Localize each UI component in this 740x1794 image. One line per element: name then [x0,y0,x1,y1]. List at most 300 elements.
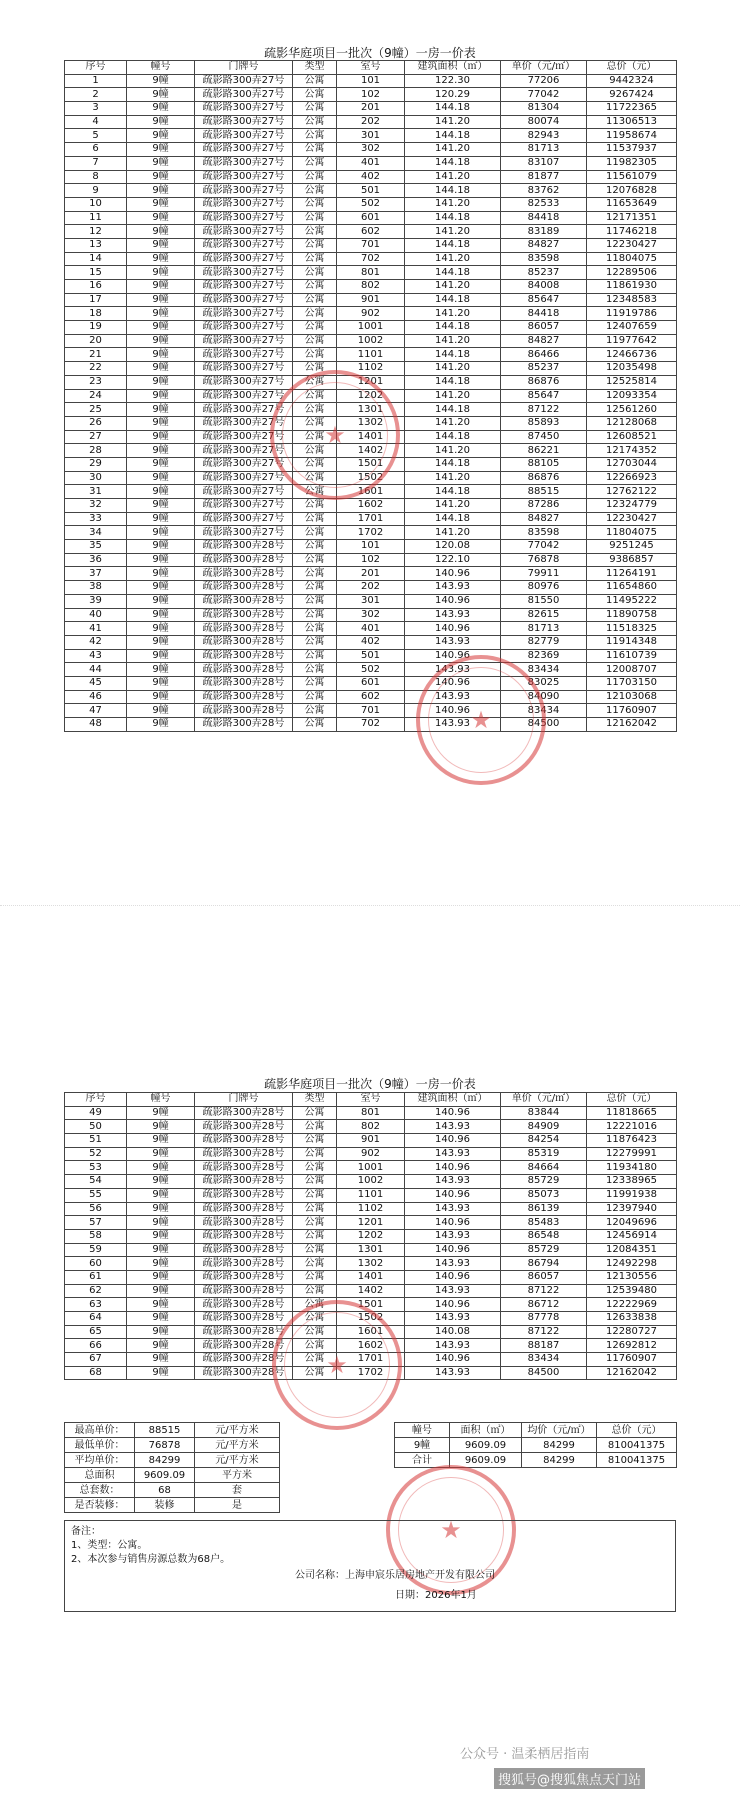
cell-type: 公寓 [293,1147,337,1161]
cell-total-price: 11653649 [587,197,677,211]
price-sheet-page-2 [44,1000,696,1794]
cell-unit-price: 85729 [501,1175,587,1189]
cell-room: 601 [337,211,405,225]
cell-unit-price: 82943 [501,129,587,143]
cell-total-price: 11610739 [587,649,677,663]
cell-type: 公寓 [293,389,337,403]
cell-unit-price: 85647 [501,293,587,307]
company-seal: ★ [270,370,400,500]
cell-address: 疏影路300弄27号 [195,129,293,143]
table-row [65,1284,677,1298]
cell-unit-price: 83025 [501,676,587,690]
table-row [65,197,677,211]
cell-address: 疏影路300弄27号 [195,102,293,116]
cell-area: 122.10 [405,553,501,567]
cell-unit-price: 86139 [501,1202,587,1216]
cell-building: 9幢 [127,129,195,143]
column-header: 单价（元/㎡） [501,1093,587,1107]
cell-total-price: 12338965 [587,1175,677,1189]
cell-building: 9幢 [127,526,195,540]
cell-area: 140.96 [405,1353,501,1367]
cell-building: 9幢 [127,540,195,554]
cell-building: 9幢 [127,1257,195,1271]
cell-area: 140.96 [405,704,501,718]
cell-address: 疏影路300弄27号 [195,499,293,513]
table-row [65,74,677,88]
summary-label: 最高单价： [65,1423,135,1438]
cell-area: 140.96 [405,1161,501,1175]
table-row [65,88,677,102]
cell-total-price: 12324779 [587,499,677,513]
cell-address: 疏影路300弄27号 [195,88,293,102]
cell-address: 疏影路300弄28号 [195,690,293,704]
cell-unit-price: 86466 [501,348,587,362]
cell-type: 公寓 [293,143,337,157]
cell-unit-price: 83844 [501,1106,587,1120]
cell-total-price: 11518325 [587,622,677,636]
column-header: 单价（元/㎡） [501,61,587,75]
cell-building: 9幢 [127,567,195,581]
cell-building: 9幢 [127,608,195,622]
table-row [65,348,677,362]
cell-unit-price: 82779 [501,635,587,649]
cell-total-price: 11703150 [587,676,677,690]
cell-area: 140.96 [405,567,501,581]
cell-type: 公寓 [293,704,337,718]
cell-type: 公寓 [293,594,337,608]
cell-index: 53 [65,1161,127,1175]
cell-unit-price: 81877 [501,170,587,184]
cell-unit-price: 77042 [501,88,587,102]
cell-total-price: 12561260 [587,403,677,417]
column-header: 均价（元/㎡） [522,1423,597,1438]
table-row [65,594,677,608]
cell-unit-price: 86876 [501,471,587,485]
cell-area: 144.18 [405,485,501,499]
cell-total-price: 12171351 [587,211,677,225]
cell-address: 疏影路300弄28号 [195,1202,293,1216]
summary-label: 总套数： [65,1483,135,1498]
cell-type: 公寓 [293,649,337,663]
cell-area: 122.30 [405,74,501,88]
table-row [65,1106,677,1120]
cell-area: 143.93 [405,1312,501,1326]
cell-address: 疏影路300弄27号 [195,334,293,348]
cell-area: 143.93 [405,1120,501,1134]
cell-address: 疏影路300弄27号 [195,225,293,239]
cell-area: 140.08 [405,1325,501,1339]
cell-type: 公寓 [293,553,337,567]
cell-index: 62 [65,1284,127,1298]
cell-total-price: 12049696 [587,1216,677,1230]
cell-room: 1402 [337,444,405,458]
cell-total-price: 11306513 [587,115,677,129]
cell-room: 1101 [337,1188,405,1202]
cell-building: 9幢 [127,252,195,266]
table-row [65,1202,677,1216]
summary-label: 平均单价： [65,1453,135,1468]
cell-total-price: 12608521 [587,430,677,444]
cell-address: 疏影路300弄28号 [195,581,293,595]
cell-area: 144.18 [405,512,501,526]
cell-unit-price: 85893 [501,416,587,430]
cell-area: 143.93 [405,581,501,595]
table-row [65,1134,677,1148]
cell-address: 疏影路300弄27号 [195,403,293,417]
cell-unit-price: 83598 [501,526,587,540]
cell-unit-price: 83434 [501,704,587,718]
cell-room: 602 [337,225,405,239]
table-row [65,307,677,321]
cell-type: 公寓 [293,348,337,362]
cell-area: 141.20 [405,197,501,211]
cell-total-price: 9267424 [587,88,677,102]
cell-area: 141.20 [405,115,501,129]
summary-row [65,1483,280,1498]
cell-area: 144.18 [405,375,501,389]
cell-building: 9幢 [127,362,195,376]
cell-area: 143.93 [405,663,501,677]
cell-room: 1601 [337,485,405,499]
cell-building: 9幢 [127,307,195,321]
cell-unit-price: 81304 [501,102,587,116]
summary-unit: 平方米 [195,1468,280,1483]
cell-index: 50 [65,1120,127,1134]
cell-total-price: 11804075 [587,526,677,540]
cell-building: 9幢 [127,1147,195,1161]
cell-room: 1301 [337,1243,405,1257]
cell-room: 1402 [337,1284,405,1298]
cell-room: 1302 [337,416,405,430]
cell-room: 701 [337,238,405,252]
cell-index: 45 [65,676,127,690]
summary-unit: 套 [195,1483,280,1498]
cell-address: 疏影路300弄28号 [195,635,293,649]
cell-building: 9幢 [127,1216,195,1230]
cell-unit-price: 85319 [501,1147,587,1161]
column-header: 门牌号 [195,1093,293,1107]
cell-area: 144.18 [405,238,501,252]
column-header: 幢号 [127,1093,195,1107]
cell-area: 140.96 [405,594,501,608]
cell-index: 47 [65,704,127,718]
cell-room: 1502 [337,471,405,485]
cell-unit-price: 83762 [501,184,587,198]
cell-room: 701 [337,704,405,718]
cell-address: 疏影路300弄28号 [195,1243,293,1257]
summary-row [65,1453,280,1468]
cell-total-price: 12456914 [587,1229,677,1243]
cell-index: 48 [65,718,127,732]
cell-total-price: 12525814 [587,375,677,389]
cell-building: 9幢 [127,1298,195,1312]
cell-room: 302 [337,608,405,622]
cell-type: 公寓 [293,635,337,649]
cell-type: 公寓 [293,444,337,458]
summary-header-row [395,1423,677,1438]
cell-address: 疏影路300弄27号 [195,526,293,540]
cell-unit-price: 84418 [501,211,587,225]
cell-index: 11 [65,211,127,225]
cell-building: 9幢 [127,444,195,458]
cell-total-price: 11264191 [587,567,677,581]
summary-row [65,1438,280,1453]
cell-index: 7 [65,156,127,170]
cell-area: 140.96 [405,622,501,636]
cell-unit-price: 77042 [501,540,587,554]
cell-building: 9幢 [127,1202,195,1216]
cell-total-price: 12093354 [587,389,677,403]
cell-address: 疏影路300弄27号 [195,184,293,198]
cell-unit-price: 88105 [501,457,587,471]
cell-room: 302 [337,143,405,157]
cell-unit-price: 85237 [501,362,587,376]
cell-type: 公寓 [293,622,337,636]
cell-unit-price: 82533 [501,197,587,211]
cell-building: 9幢 [127,1161,195,1175]
cell-area: 9609.09 [450,1438,522,1453]
table-row [65,499,677,513]
cell-unit-price: 82369 [501,649,587,663]
cell-unit-price: 85237 [501,266,587,280]
cell-address: 疏影路300弄27号 [195,416,293,430]
cell-building: 9幢 [127,690,195,704]
table-row [65,718,677,732]
cell-index: 13 [65,238,127,252]
cell-area: 143.93 [405,1202,501,1216]
cell-address: 疏影路300弄27号 [195,74,293,88]
cell-total-price: 12162042 [587,718,677,732]
cell-address: 疏影路300弄27号 [195,348,293,362]
cell-room: 1302 [337,1257,405,1271]
cell-total-price: 12539480 [587,1284,677,1298]
cell-unit-price: 84664 [501,1161,587,1175]
cell-index: 23 [65,375,127,389]
cell-area: 141.20 [405,225,501,239]
cell-index: 8 [65,170,127,184]
cell-index: 67 [65,1353,127,1367]
cell-unit-price: 86057 [501,321,587,335]
cell-area: 140.96 [405,1106,501,1120]
cell-room: 502 [337,663,405,677]
cell-index: 29 [65,457,127,471]
table-row [65,266,677,280]
cell-index: 25 [65,403,127,417]
table-row [65,1353,677,1367]
cell-unit-price: 80074 [501,115,587,129]
cell-room: 1102 [337,1202,405,1216]
cell-type: 公寓 [293,471,337,485]
cell-index: 68 [65,1366,127,1380]
cell-room: 602 [337,690,405,704]
table-row [65,1366,677,1380]
cell-area: 144.18 [405,211,501,225]
cell-area: 141.20 [405,252,501,266]
cell-total-price: 12174352 [587,444,677,458]
column-header: 总价（元） [597,1423,677,1438]
cell-address: 疏影路300弄28号 [195,608,293,622]
cell-total-price: 12230427 [587,238,677,252]
cell-index: 1 [65,74,127,88]
cell-area: 143.93 [405,1229,501,1243]
cell-index: 64 [65,1312,127,1326]
cell-index: 26 [65,416,127,430]
cell-index: 5 [65,129,127,143]
cell-total-price: 11818665 [587,1106,677,1120]
cell-total-price: 11919786 [587,307,677,321]
cell-index: 6 [65,143,127,157]
cell-area: 144.18 [405,403,501,417]
cell-building: 9幢 [127,1312,195,1326]
summary-value: 装修 [135,1498,195,1513]
cell-index: 2 [65,88,127,102]
column-header: 序号 [65,61,127,75]
cell-address: 疏影路300弄27号 [195,238,293,252]
cell-area: 143.93 [405,718,501,732]
cell-building: 9幢 [127,197,195,211]
wechat-watermark: 公众号 · 温柔栖居指南 [460,1747,590,1762]
cell-index: 60 [65,1257,127,1271]
cell-area: 143.93 [405,608,501,622]
cell-type: 公寓 [293,115,337,129]
cell-unit-price: 84909 [501,1120,587,1134]
cell-unit-price: 80976 [501,581,587,595]
company-seal: ★ [416,655,546,785]
cell-area: 144.18 [405,266,501,280]
cell-type: 公寓 [293,1298,337,1312]
cell-room: 1701 [337,512,405,526]
cell-building: 9幢 [127,280,195,294]
table-row [65,444,677,458]
cell-total-price: 12348583 [587,293,677,307]
cell-index: 66 [65,1339,127,1353]
table-row [65,280,677,294]
cell-building: 合计 [395,1453,450,1468]
cell-address: 疏影路300弄28号 [195,1161,293,1175]
table-row [65,430,677,444]
cell-total-price: 12492298 [587,1257,677,1271]
cell-address: 疏影路300弄27号 [195,156,293,170]
cell-unit-price: 88187 [501,1339,587,1353]
cell-room: 801 [337,266,405,280]
table-row [65,184,677,198]
cell-type: 公寓 [293,211,337,225]
summary-value: 9609.09 [135,1468,195,1483]
cell-building: 9幢 [127,1325,195,1339]
cell-address: 疏影路300弄28号 [195,1298,293,1312]
table-header-row [65,61,677,75]
cell-address: 疏影路300弄28号 [195,1216,293,1230]
cell-index: 10 [65,197,127,211]
cell-type: 公寓 [293,526,337,540]
cell-building: 9幢 [127,1120,195,1134]
cell-type: 公寓 [293,567,337,581]
cell-area: 140.96 [405,1188,501,1202]
cell-index: 33 [65,512,127,526]
cell-total-price: 11991938 [587,1188,677,1202]
cell-total-price: 11914348 [587,635,677,649]
cell-building: 9幢 [127,649,195,663]
cell-index: 49 [65,1106,127,1120]
cell-area: 141.20 [405,471,501,485]
table-row [65,471,677,485]
cell-address: 疏影路300弄28号 [195,704,293,718]
cell-area: 144.18 [405,430,501,444]
cell-unit-price: 87450 [501,430,587,444]
price-table [64,60,677,732]
cell-address: 疏影路300弄28号 [195,1257,293,1271]
cell-address: 疏影路300弄28号 [195,1270,293,1284]
cell-address: 疏影路300弄28号 [195,553,293,567]
table-row [65,608,677,622]
cell-type: 公寓 [293,1134,337,1148]
cell-total-price: 12762122 [587,485,677,499]
cell-type: 公寓 [293,499,337,513]
notes-box [64,1520,676,1612]
cell-total-price: 12084351 [587,1243,677,1257]
cell-index: 35 [65,540,127,554]
cell-room: 1102 [337,362,405,376]
cell-type: 公寓 [293,1270,337,1284]
cell-index: 27 [65,430,127,444]
cell-area: 141.20 [405,334,501,348]
cell-building: 9幢 [127,457,195,471]
cell-unit-price: 76878 [501,553,587,567]
cell-building: 9幢 [127,375,195,389]
cell-room: 502 [337,197,405,211]
table-row [65,156,677,170]
cell-address: 疏影路300弄27号 [195,430,293,444]
cell-building: 9幢 [127,403,195,417]
cell-index: 21 [65,348,127,362]
cell-room: 1602 [337,1339,405,1353]
cell-building: 9幢 [127,553,195,567]
cell-room: 1701 [337,1353,405,1367]
summary-value: 76878 [135,1438,195,1453]
cell-total-price: 12633838 [587,1312,677,1326]
cell-unit-price: 86712 [501,1298,587,1312]
cell-total-price: 11760907 [587,704,677,718]
cell-index: 31 [65,485,127,499]
cell-unit-price: 87122 [501,1325,587,1339]
cell-total-price: 11934180 [587,1161,677,1175]
cell-area: 144.18 [405,102,501,116]
cell-room: 501 [337,184,405,198]
cell-area: 143.93 [405,1339,501,1353]
cell-room: 402 [337,170,405,184]
cell-type: 公寓 [293,1257,337,1271]
cell-unit-price: 81713 [501,143,587,157]
cell-total-price: 12222969 [587,1298,677,1312]
cell-type: 公寓 [293,690,337,704]
cell-unit-price: 87286 [501,499,587,513]
table-row [65,635,677,649]
cell-address: 疏影路300弄27号 [195,293,293,307]
cell-index: 59 [65,1243,127,1257]
column-header: 建筑面积（㎡） [405,1093,501,1107]
summary-unit: 元/平方米 [195,1423,280,1438]
cell-address: 疏影路300弄27号 [195,115,293,129]
summary-value: 88515 [135,1423,195,1438]
cell-room: 1401 [337,430,405,444]
cell-area: 141.20 [405,499,501,513]
cell-unit-price: 83598 [501,252,587,266]
cell-index: 19 [65,321,127,335]
sheet-title: 疏影华庭项目一批次（9幢）一房一价表 [264,1077,476,1091]
cell-unit-price: 84008 [501,280,587,294]
table-row [65,362,677,376]
table-row [65,252,677,266]
